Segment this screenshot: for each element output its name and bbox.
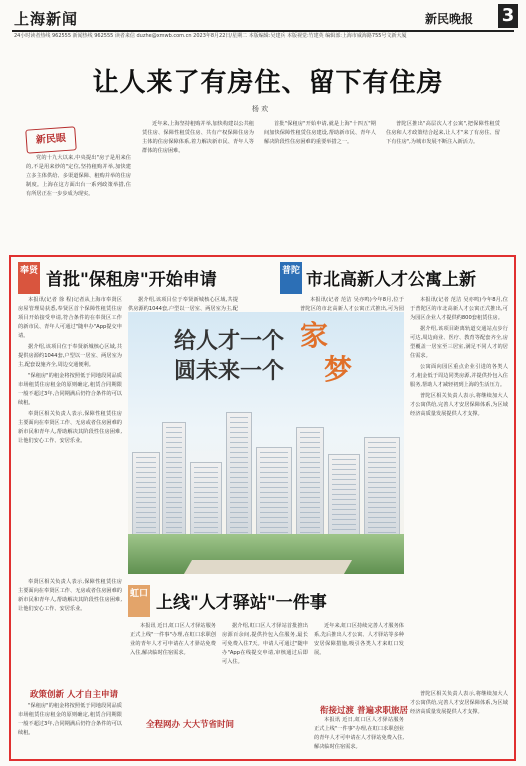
story-paragraph: "保租房"的租金将按照低于同地段同品质市场租赁住房租金的原则确定,租赁合同期限一般不超过3年,合同期满后仍符合条件的可以续租。 [18,703,122,736]
page-number: 3 [498,4,518,28]
story-paragraph: 本报讯(记者 范洁 吴亦鸣)今年8月,位于普陀区的市北高新人才公寓正式推出,可为园 [300,297,404,312]
district-tag-fengxian: 奉贤 [18,262,40,294]
section-title: 上海新闻 [14,10,79,28]
story-paragraph: 奉贤区相关负责人表示,保障性租赁住房主要面向在奉贤区工作、无房或者住房困难的新市民和青年人,帮助解决其阶段性住房困难,让他们安心工作、安居乐业。 [18,411,122,444]
story-paragraph: 近年来,虹口区持续完善人才服务体系,先后推出人才公寓、人才驿站等多种安居保障措施,吸引各类人才来虹口发展。 [314,623,404,656]
main-headline: 让人来了有房住、留下有住房 [92,68,444,98]
story-bottom-title: 上线"人才驿站"一件事 [156,593,327,613]
story-left-title: 首批"保租房"开始申请 [46,270,217,290]
story-right-body [410,296,508,686]
byline: 杨 欢 [251,105,269,113]
story-left-body [18,296,122,556]
lead-paragraph: 近年来,上海坚持租购并举,加快构建以公共租赁住房、保障性租赁住房、共有产权保障住房为主体的住房保障体系,着力解决新市民、青年人等群体的住房困难。 [142,121,254,154]
illustration-slogan-2: 圆未来一个 [174,358,285,384]
story-paragraph: 普陀区相关负责人表示,将继续加大人才公寓供给,完善人才安居保障体系,为区域经济高质量发展提供人才支撑。 [410,691,508,715]
story-paragraph: 本报讯 近日,虹口区人才驿站服务正式上线"一件事"办理,在虹口求职创业的青年人才可申请在人才驿站免费入住,解决临时住宿需求。 [130,623,216,656]
story-left-body-cont [128,296,238,310]
story-right-lead [300,296,404,310]
lead-paragraph: 首批"保租房"开始申请,就是上海"十四五"期间加快保障性租赁住房建设,帮助新市民、青年人解决阶段性住房困难的重要举措之一。 [264,121,376,145]
story-paragraph: 据介绍,该项目距离轨道交通站点步行可达,周边商业、医疗、教育等配套齐全,房型覆盖一居室至三居室,满足不同人才的居住需求。 [410,326,508,359]
district-tag-putuo: 普陀 [280,262,302,294]
illustration-big-char-1: 家 [300,319,329,352]
story-right-title: 市北高新人才公寓上新 [306,270,476,290]
lead-paragraph: 普陀区推出"高层次人才公寓",把保障性租赁住房和人才政策结合起来,让人才"来了有房住、留下有住房",为城市发展不断注入新活力。 [386,121,500,145]
story-paragraph: 据介绍,虹口区人才驿站首批推出房源百余间,提供拎包入住服务,最长可免费入住7天。申请人可通过"随申办"App在线提交申请,审核通过后即可入住。 [222,623,308,665]
story-paragraph: 普陀区相关负责人表示,将继续加大人才公寓供给,完善人才安居保障体系,为区域经济高质量发展提供人才支撑。 [410,393,508,417]
newspaper-logo: 新民晚报 [425,12,474,26]
story-left-tail [18,578,122,678]
story-paragraph: "保租房"的租金将按照低于同地段同品质市场租赁住房租金的原则确定,租赁合同期限一般不超过3年,合同期满后仍符合条件的可以续租。 [18,373,122,406]
illustration-slogan-1: 给人才一个 [174,328,285,354]
masthead [0,0,526,40]
district-tag-hongkou: 虹口 [128,585,150,617]
story-paragraph: 奉贤区相关负责人表示,保障性租赁住房主要面向在奉贤区工作、无房或者住房困难的新市民和青年人,帮助解决其阶段性住房困难,让他们安心工作、安居乐业。 [18,579,122,612]
lead-paragraph: 党的十九大以来,中央提出"房子是用来住的,不是用来炒的"定位,坚持租购并举,加快建立多主体供给、多渠道保障、租购并举的住房制度。上海在这方面出台一系列政策举措,住有所居正在一步步成为现实。 [26,155,131,197]
lead-column-4 [386,120,500,250]
lead-column-2 [142,120,254,250]
story-bottom-col-1 [130,622,216,752]
story-paragraph: 本报讯(记者 徐 程)记者从上海市奉贤区房屋管理局获悉,奉贤区首个保障性租赁住房项目开始接受申请,符合条件的在奉贤区工作的新市民、青年人可通过"随申办"App提交申请。 [18,297,122,339]
story-bottom-col-3 [314,622,404,697]
lead-column-1 [26,154,131,250]
story-left-tail-2 [18,702,122,752]
lead-column-3 [264,120,376,250]
story-paragraph: 本报讯 近日,虹口区人才驿站服务正式上线"一件事"办理,在虹口求职创业的青年人才可申请在人才驿站免费入住,解决临时住宿需求。 [314,717,404,750]
road-graphic [184,560,352,574]
side-heading-left: 政策创新 人才自主申请 [30,690,118,700]
masthead-meta: 24小时读者热线 962555 新闻热线 962555 读者来信 duzhe@xmwb.com.cn 2023年8月22日/星期二 本版编辑:吴建兵 本版视觉:竹建英 编辑部:上海市威海路755号文新大厦 [14,33,407,39]
illustration-big-char-2: 梦 [324,353,353,386]
story-paragraph: 据介绍,该项目位于奉贤新城核心区域,共提供房源约1044套,户型以一居室、两居室为主,配 [128,297,238,312]
story-paragraph: 据介绍,该项目位于奉贤新城核心区域,共提供房源约1044套,户型以一居室、两居室为主,配套设施齐全,周边交通便利。 [18,344,122,368]
story-bottom-col-2 [222,622,308,752]
story-paragraph: 公寓面向园区重点企业引进的各类人才,租金低于周边同类房源,并提供拎包入住服务,帮助人才减轻初到上海的生活压力。 [410,364,508,388]
story-right-tail [410,690,508,752]
side-heading-mid: 全程网办 大大节省时间 [146,720,234,730]
column-stamp: 新民眼 [25,126,77,153]
story-paragraph: 本报讯(记者 范洁 吴亦鸣)今年8月,位于普陀区的市北高新人才公寓正式推出,可为园区企业人才提供约800套租赁住房。 [410,297,508,321]
side-heading-right: 衔接过渡 普遍求职旅居 [320,706,408,716]
feature-illustration [128,312,404,574]
story-bottom-col-3b [314,716,404,752]
